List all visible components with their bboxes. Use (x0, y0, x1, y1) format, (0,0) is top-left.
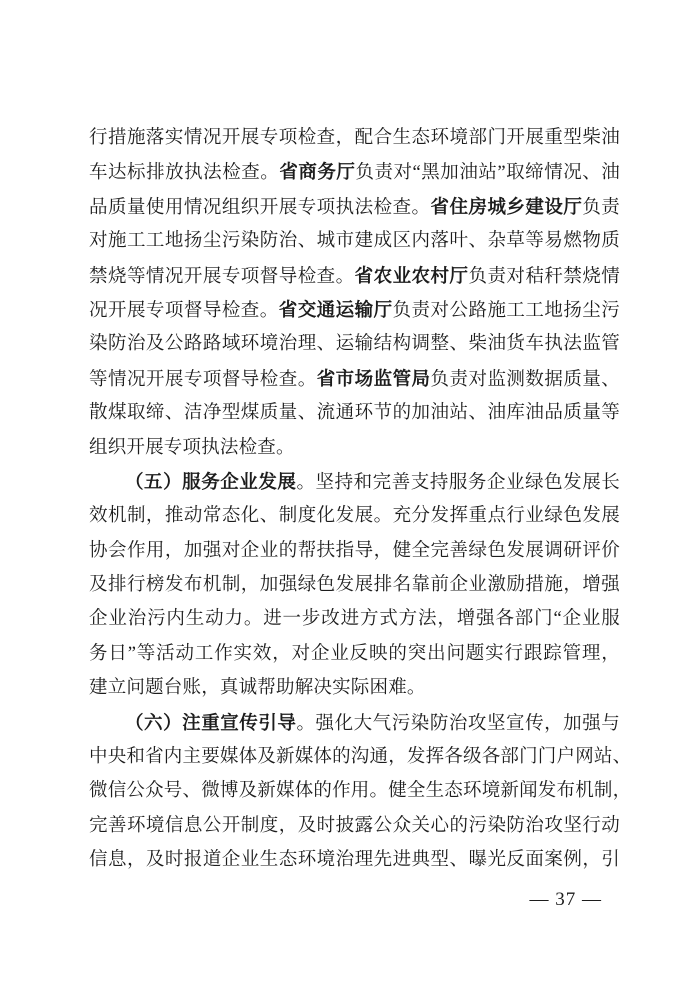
text-line (89, 293, 620, 327)
line-segment: 中央和省内主要媒体及新媒体的沟通，发挥各级各部门门户网站、 (89, 747, 632, 768)
line-segment: 组织开展专项执法检查。 (89, 437, 295, 458)
text-line (89, 568, 620, 602)
text-line (89, 809, 620, 843)
text-line (89, 431, 620, 465)
agency-name-bold: 省商务厅 (279, 161, 356, 183)
line-segment: 及排行榜发布机制，加强绿色发展排名靠前企业激励措施，增强 (89, 575, 620, 596)
line-segment: 效机制，推动常态化、制度化发展。充分发挥重点行业绿色发展 (89, 506, 620, 527)
text-line (89, 190, 620, 224)
line-segment: 对施工工地扬尘污染防治、城市建成区内落叶、杂草等易燃物质 (89, 231, 620, 252)
line-segment: 染防治及公路路域环境治理、运输结构调整、柴油货车执法监管 (89, 334, 620, 355)
agency-name-bold: 省农业农村厅 (354, 264, 469, 286)
text-line (89, 671, 620, 705)
line-segment: 建立问题台账，真诚帮助解决实际困难。 (89, 678, 426, 699)
line-segment: 完善环境信息公开制度，及时披露公众关心的污染防治攻坚行动 (89, 815, 620, 836)
agency-name-bold: 省住房城乡建设厅 (430, 195, 583, 217)
section-heading-bold: （六）注重宣传引导 (125, 711, 297, 733)
text-line (89, 121, 620, 155)
text-line (89, 843, 620, 877)
text-line (89, 602, 620, 636)
line-segment: 。强化大气污染防治攻坚宣传，加强与 (296, 713, 620, 734)
text-line (89, 259, 620, 293)
line-segment: 等情况开展专项督导检查。 (89, 369, 317, 390)
line-segment: 企业治污内生动力。进一步改进方式方法，增强各部门“企业服 (89, 609, 620, 630)
line-segment: 务日”等活动工作实效，对企业反映的突出问题实行跟踪管理， (89, 643, 620, 664)
line-segment: 况开展专项督导检查。 (89, 300, 279, 321)
section-heading-bold: （五）服务企业发展 (125, 470, 297, 492)
text-line (89, 534, 620, 568)
document-body (89, 121, 632, 878)
line-segment: 散煤取缔、洁净型煤质量、流通环节的加油站、油库油品质量等 (89, 403, 620, 424)
line-segment: 微信公众号、微博及新媒体的作用。健全生态环境新闻发布机制， (89, 781, 632, 802)
text-line (89, 362, 620, 396)
text-line (89, 499, 620, 533)
page-number: — 37 — (529, 889, 602, 910)
text-line (89, 396, 620, 430)
agency-name-bold: 省交通运输厅 (278, 298, 393, 320)
line-segment: 品质量使用情况组织开展专项执法检查。 (89, 197, 431, 218)
text-line (89, 224, 620, 258)
line-segment: 。坚持和完善支持服务企业绿色发展长 (296, 472, 620, 493)
line-segment: 协会作用，加强对企业的帮扶指导，健全完善绿色发展调研评价 (89, 540, 620, 561)
line-segment: 信息，及时报道企业生态环境治理先进典型、曝光反面案例，引 (89, 850, 620, 871)
text-line (89, 740, 632, 774)
line-segment: 禁烧等情况开展专项督导检查。 (89, 266, 355, 287)
text-line (89, 774, 632, 808)
line-segment: 负责对监测数据质量、 (430, 369, 620, 390)
agency-name-bold: 省市场监管局 (316, 367, 431, 389)
line-segment: 车达标排放执法检查。 (89, 163, 280, 184)
text-line (89, 706, 620, 740)
text-line (89, 155, 620, 189)
line-segment: 负责对秸秆禁烧情 (468, 266, 620, 287)
text-line (89, 637, 620, 671)
line-segment: 负责 (582, 197, 621, 218)
text-line (89, 327, 620, 361)
line-segment: 行措施落实情况开展专项检查，配合生态环境部门开展重型柴油 (89, 128, 620, 148)
text-line (89, 465, 620, 499)
line-segment: 负责对公路施工工地扬尘污 (392, 300, 620, 321)
line-segment: 负责对“黑加油站”取缔情况、油 (355, 163, 620, 184)
